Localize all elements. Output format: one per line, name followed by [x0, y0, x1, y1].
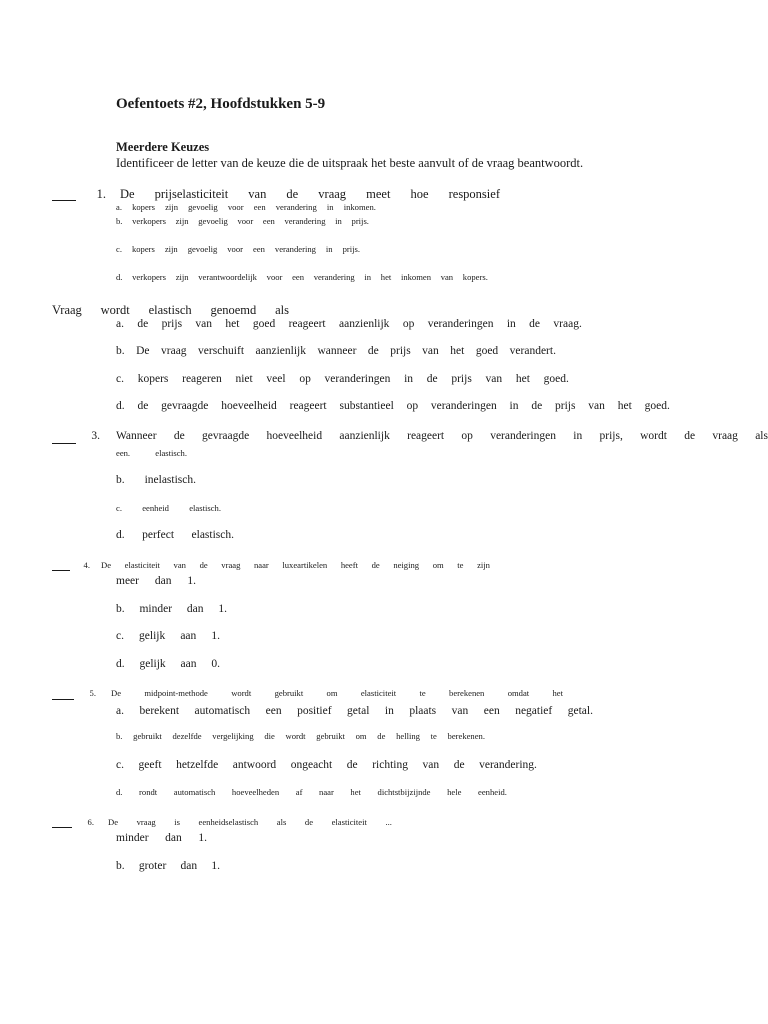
word: 1.	[211, 860, 220, 872]
word: reageert	[289, 400, 327, 412]
q2-option-d	[116, 400, 670, 412]
word: meet	[366, 187, 391, 201]
word: b.	[116, 603, 125, 615]
word: responsief	[448, 187, 500, 201]
q3-option-b	[116, 474, 196, 486]
section-instructions: Identificeer de letter van de keuze die de uitspraak het beste aanvult of de vraag beantwoordt.	[116, 156, 584, 170]
word: prijs	[451, 373, 472, 385]
word: de	[529, 318, 541, 330]
word: b.	[116, 345, 125, 357]
word: van	[451, 705, 469, 717]
word: antwoord	[232, 759, 277, 771]
q5-option-d	[116, 787, 507, 797]
word: minder	[116, 832, 149, 844]
word: hetzelfde	[176, 759, 219, 771]
word: voor	[266, 272, 283, 282]
q4-option-d	[116, 658, 220, 670]
word: de	[377, 731, 386, 741]
word: elasticiteit	[331, 817, 367, 827]
word: verandering	[284, 216, 326, 226]
answer-blank-q1[interactable]	[52, 200, 76, 201]
word: in	[509, 400, 519, 412]
word: reageren	[182, 373, 222, 385]
question-stem-q2	[52, 303, 289, 318]
q2-option-a	[116, 318, 582, 330]
word: prijs,	[599, 430, 623, 442]
q4-option-a	[116, 575, 196, 587]
word: d.	[116, 529, 125, 541]
word: De	[136, 345, 150, 357]
word: eenheidselastisch	[198, 817, 259, 827]
word: een.	[116, 448, 131, 458]
word: zijn	[477, 560, 490, 570]
word: 1.	[211, 630, 220, 642]
word: het	[617, 400, 632, 412]
word: van	[422, 759, 440, 771]
question-number-q5: 5.	[89, 688, 96, 698]
question-stem-q5	[111, 688, 563, 698]
word: c.	[116, 759, 124, 771]
word: perfect	[142, 529, 175, 541]
word: elasticiteit	[360, 688, 397, 698]
word: om	[432, 560, 444, 570]
word: veranderingen	[427, 318, 494, 330]
word: de	[346, 759, 358, 771]
word: van	[588, 400, 605, 412]
word: a.	[116, 318, 124, 330]
word: het	[380, 272, 392, 282]
word: als	[275, 303, 289, 317]
page-title: Oefentoets #2, Hoofdstukken 5-9	[116, 96, 326, 112]
q6-option-b	[116, 860, 220, 872]
word: te	[430, 731, 437, 741]
q4-option-c	[116, 630, 220, 642]
word: de	[137, 400, 149, 412]
word: zijn	[165, 202, 178, 212]
word: vraag	[712, 430, 738, 442]
word: in	[335, 216, 342, 226]
word: voor	[237, 216, 254, 226]
word: niet	[235, 373, 253, 385]
word: verandering	[274, 244, 316, 254]
word: dan	[186, 603, 204, 615]
word: genoemd	[210, 303, 257, 317]
word: de	[531, 400, 543, 412]
answer-blank-q5[interactable]	[52, 699, 74, 700]
word: wordt	[100, 303, 130, 317]
word: elastisch.	[155, 448, 187, 458]
word: van	[422, 345, 439, 357]
word: op	[406, 400, 419, 412]
word: geeft	[138, 759, 162, 771]
word: prijselasticiteit	[154, 187, 229, 201]
word: gebruikt	[316, 731, 345, 741]
word: om	[355, 731, 367, 741]
word: elasticiteit	[124, 560, 160, 570]
word: zijn	[175, 272, 189, 282]
word: als	[755, 430, 768, 442]
word: verandert.	[509, 345, 556, 357]
word: vergelijking	[212, 731, 254, 741]
word: gelijk	[139, 658, 166, 670]
word: d.	[116, 787, 123, 797]
word: gevoelig	[198, 216, 228, 226]
word: hoeveelheden	[231, 787, 280, 797]
word: op	[402, 318, 415, 330]
word: van	[173, 560, 186, 570]
word: getal.	[567, 705, 593, 717]
word: veranderingen	[490, 430, 556, 442]
word: wordt	[285, 731, 306, 741]
word: aanzienlijk	[338, 318, 390, 330]
word: af	[295, 787, 303, 797]
word: verantwoordelijk	[198, 272, 257, 282]
q1-option-a	[116, 202, 376, 212]
word: gevoelig	[188, 202, 218, 212]
word: luxeartikelen	[282, 560, 328, 570]
word: hoeveelheid	[221, 400, 277, 412]
word: het	[225, 318, 240, 330]
word: voor	[227, 244, 244, 254]
q6-option-a	[116, 832, 207, 844]
word: omdat	[507, 688, 530, 698]
word: een	[253, 202, 266, 212]
word: de	[173, 430, 185, 442]
word: getal	[347, 705, 370, 717]
word: zijn	[164, 244, 178, 254]
word: vraag	[221, 560, 241, 570]
q5-option-a	[116, 705, 593, 717]
word: dan	[165, 832, 182, 844]
word: wordt	[640, 430, 667, 442]
word: c.	[116, 503, 122, 513]
word: 1.	[218, 603, 227, 615]
word: heeft	[340, 560, 358, 570]
question-number-q4: 4.	[83, 560, 90, 570]
word: 1.	[198, 832, 207, 844]
word: a.	[116, 202, 122, 212]
question-stem-q3	[116, 430, 768, 442]
word: berekenen	[449, 688, 485, 698]
word: aan	[180, 658, 197, 670]
word: wanneer	[317, 345, 357, 357]
word: prijs	[555, 400, 576, 412]
word: prijs.	[342, 244, 360, 254]
word: in	[384, 705, 394, 717]
word: voor	[227, 202, 244, 212]
word: van	[485, 373, 503, 385]
word: in	[573, 430, 583, 442]
word: verandering.	[479, 759, 537, 771]
word: hoe	[410, 187, 429, 201]
word: berekent	[139, 705, 180, 717]
word: midpoint-methode	[144, 688, 208, 698]
question-number-q3: 3.	[91, 430, 100, 442]
word: De	[101, 560, 112, 570]
word: verkopers	[132, 216, 166, 226]
word: vraag	[318, 187, 347, 201]
word: aanzienlijk	[255, 345, 306, 357]
word: Wanneer	[116, 430, 157, 442]
question-number-q1: 1.	[96, 187, 106, 201]
word: naar	[253, 560, 269, 570]
word: c.	[116, 630, 124, 642]
word: prijs	[161, 318, 183, 330]
word: meer	[116, 575, 139, 587]
word: gevraagde	[161, 400, 209, 412]
word: zijn	[175, 216, 189, 226]
word: kopers	[132, 202, 155, 212]
word: kopers.	[462, 272, 488, 282]
word: in	[364, 272, 372, 282]
word: vraag	[136, 817, 156, 827]
word: van	[195, 318, 213, 330]
word: negatief	[515, 705, 553, 717]
word: het	[515, 373, 530, 385]
word: veranderingen	[324, 373, 391, 385]
word: De	[120, 187, 135, 201]
word: plaats	[409, 705, 437, 717]
word: rondt	[139, 787, 158, 797]
word: goed	[252, 318, 276, 330]
word: automatisch	[194, 705, 251, 717]
word: verandering	[313, 272, 355, 282]
word: vraag.	[553, 318, 582, 330]
word: gebruikt	[274, 688, 304, 698]
word: goed	[475, 345, 499, 357]
word: vraag	[161, 345, 187, 357]
word: dezelfde	[172, 731, 202, 741]
word: hele	[447, 787, 462, 797]
word: De	[108, 817, 119, 827]
q5-option-c	[116, 759, 537, 771]
word: groter	[138, 860, 167, 872]
answer-blank-q6[interactable]	[52, 827, 72, 828]
word: te	[419, 688, 426, 698]
word: inkomen.	[343, 202, 376, 212]
q4-option-b	[116, 603, 227, 615]
word: de	[371, 560, 380, 570]
word: dan	[154, 575, 172, 587]
q5-option-b	[116, 731, 485, 741]
word: gelijk	[139, 630, 166, 642]
word: neiging	[393, 560, 420, 570]
word: de	[367, 345, 379, 357]
word: de	[684, 430, 696, 442]
word: b.	[116, 216, 123, 226]
word: eenheid.	[478, 787, 507, 797]
word: hoeveelheid	[266, 430, 323, 442]
word: in	[404, 373, 414, 385]
word: van	[248, 187, 267, 201]
word: richting	[372, 759, 408, 771]
word: op	[299, 373, 311, 385]
word: verkopers	[132, 272, 167, 282]
word: d.	[116, 272, 123, 282]
word: goed.	[543, 373, 569, 385]
word: elastisch	[148, 303, 192, 317]
word: ongeacht	[290, 759, 333, 771]
word: verandering	[275, 202, 317, 212]
question-number-q6: 6.	[87, 817, 94, 827]
q2-option-b	[116, 345, 556, 357]
word: c.	[116, 244, 122, 254]
word: gevraagde	[202, 430, 250, 442]
word: de	[286, 187, 299, 201]
word: kopers	[131, 244, 155, 254]
word: 1.	[187, 575, 196, 587]
q1-option-d	[116, 272, 488, 282]
word: een	[262, 216, 275, 226]
word: b.	[116, 474, 125, 486]
word: om	[326, 688, 338, 698]
word: het	[350, 787, 361, 797]
answer-blank-q3[interactable]	[52, 443, 76, 444]
word: veel	[266, 373, 286, 385]
word: positief	[297, 705, 332, 717]
word: elastisch.	[189, 503, 221, 513]
word: De	[111, 688, 122, 698]
word: in	[326, 202, 334, 212]
word: van	[440, 272, 454, 282]
word: een	[265, 705, 282, 717]
word: gevoelig	[187, 244, 218, 254]
word: b.	[116, 731, 123, 741]
word: d.	[116, 658, 125, 670]
word: dichtstbijzijnde	[377, 787, 431, 797]
word: reageert	[288, 318, 326, 330]
word: naar	[319, 787, 334, 797]
answer-blank-q4[interactable]	[52, 570, 70, 571]
word: aanzienlijk	[339, 430, 390, 442]
word: c.	[116, 373, 124, 385]
word: is	[174, 817, 180, 827]
q3-option-d	[116, 529, 234, 541]
word: d.	[116, 400, 125, 412]
word: verschuift	[198, 345, 245, 357]
word: automatisch	[173, 787, 216, 797]
question-stem-q4	[101, 560, 490, 570]
word: te	[457, 560, 464, 570]
word: die	[264, 731, 275, 741]
word: gebruikt	[133, 731, 162, 741]
word: helling	[396, 731, 420, 741]
word: veranderingen	[430, 400, 497, 412]
word: dan	[180, 860, 198, 872]
word: ...	[385, 817, 392, 827]
q3-option-a-continuation	[116, 448, 187, 458]
word: de	[453, 759, 465, 771]
word: inelastisch.	[144, 474, 196, 486]
word: een	[292, 272, 305, 282]
word: prijs.	[351, 216, 369, 226]
word: de	[199, 560, 208, 570]
q1-option-c	[116, 244, 360, 254]
word: de	[137, 318, 149, 330]
word: de	[304, 817, 314, 827]
word: eenheid	[142, 503, 169, 513]
word: als	[276, 817, 287, 827]
word: reageert	[407, 430, 445, 442]
word: op	[461, 430, 473, 442]
section-title: Meerdere Keuzes	[116, 140, 210, 154]
word: minder	[139, 603, 173, 615]
question-stem-q1	[120, 187, 500, 202]
word: het	[552, 688, 563, 698]
word: kopers	[137, 373, 169, 385]
word: Vraag	[52, 303, 82, 317]
q2-option-c	[116, 373, 569, 385]
word: een	[483, 705, 500, 717]
word: wordt	[231, 688, 252, 698]
word: 0.	[211, 658, 220, 670]
word: prijs	[390, 345, 411, 357]
word: aan	[180, 630, 197, 642]
word: inkomen	[400, 272, 432, 282]
word: in	[506, 318, 516, 330]
q1-option-b	[116, 216, 369, 226]
word: berekenen.	[447, 731, 485, 741]
word: a.	[116, 705, 124, 717]
word: een	[252, 244, 265, 254]
word: het	[450, 345, 465, 357]
word: substantieel	[339, 400, 394, 412]
question-stem-q6	[108, 817, 392, 827]
word: de	[426, 373, 438, 385]
q3-option-c	[116, 503, 221, 513]
word: elastisch.	[191, 529, 234, 541]
word: goed.	[644, 400, 670, 412]
word: b.	[116, 860, 125, 872]
word: in	[325, 244, 333, 254]
